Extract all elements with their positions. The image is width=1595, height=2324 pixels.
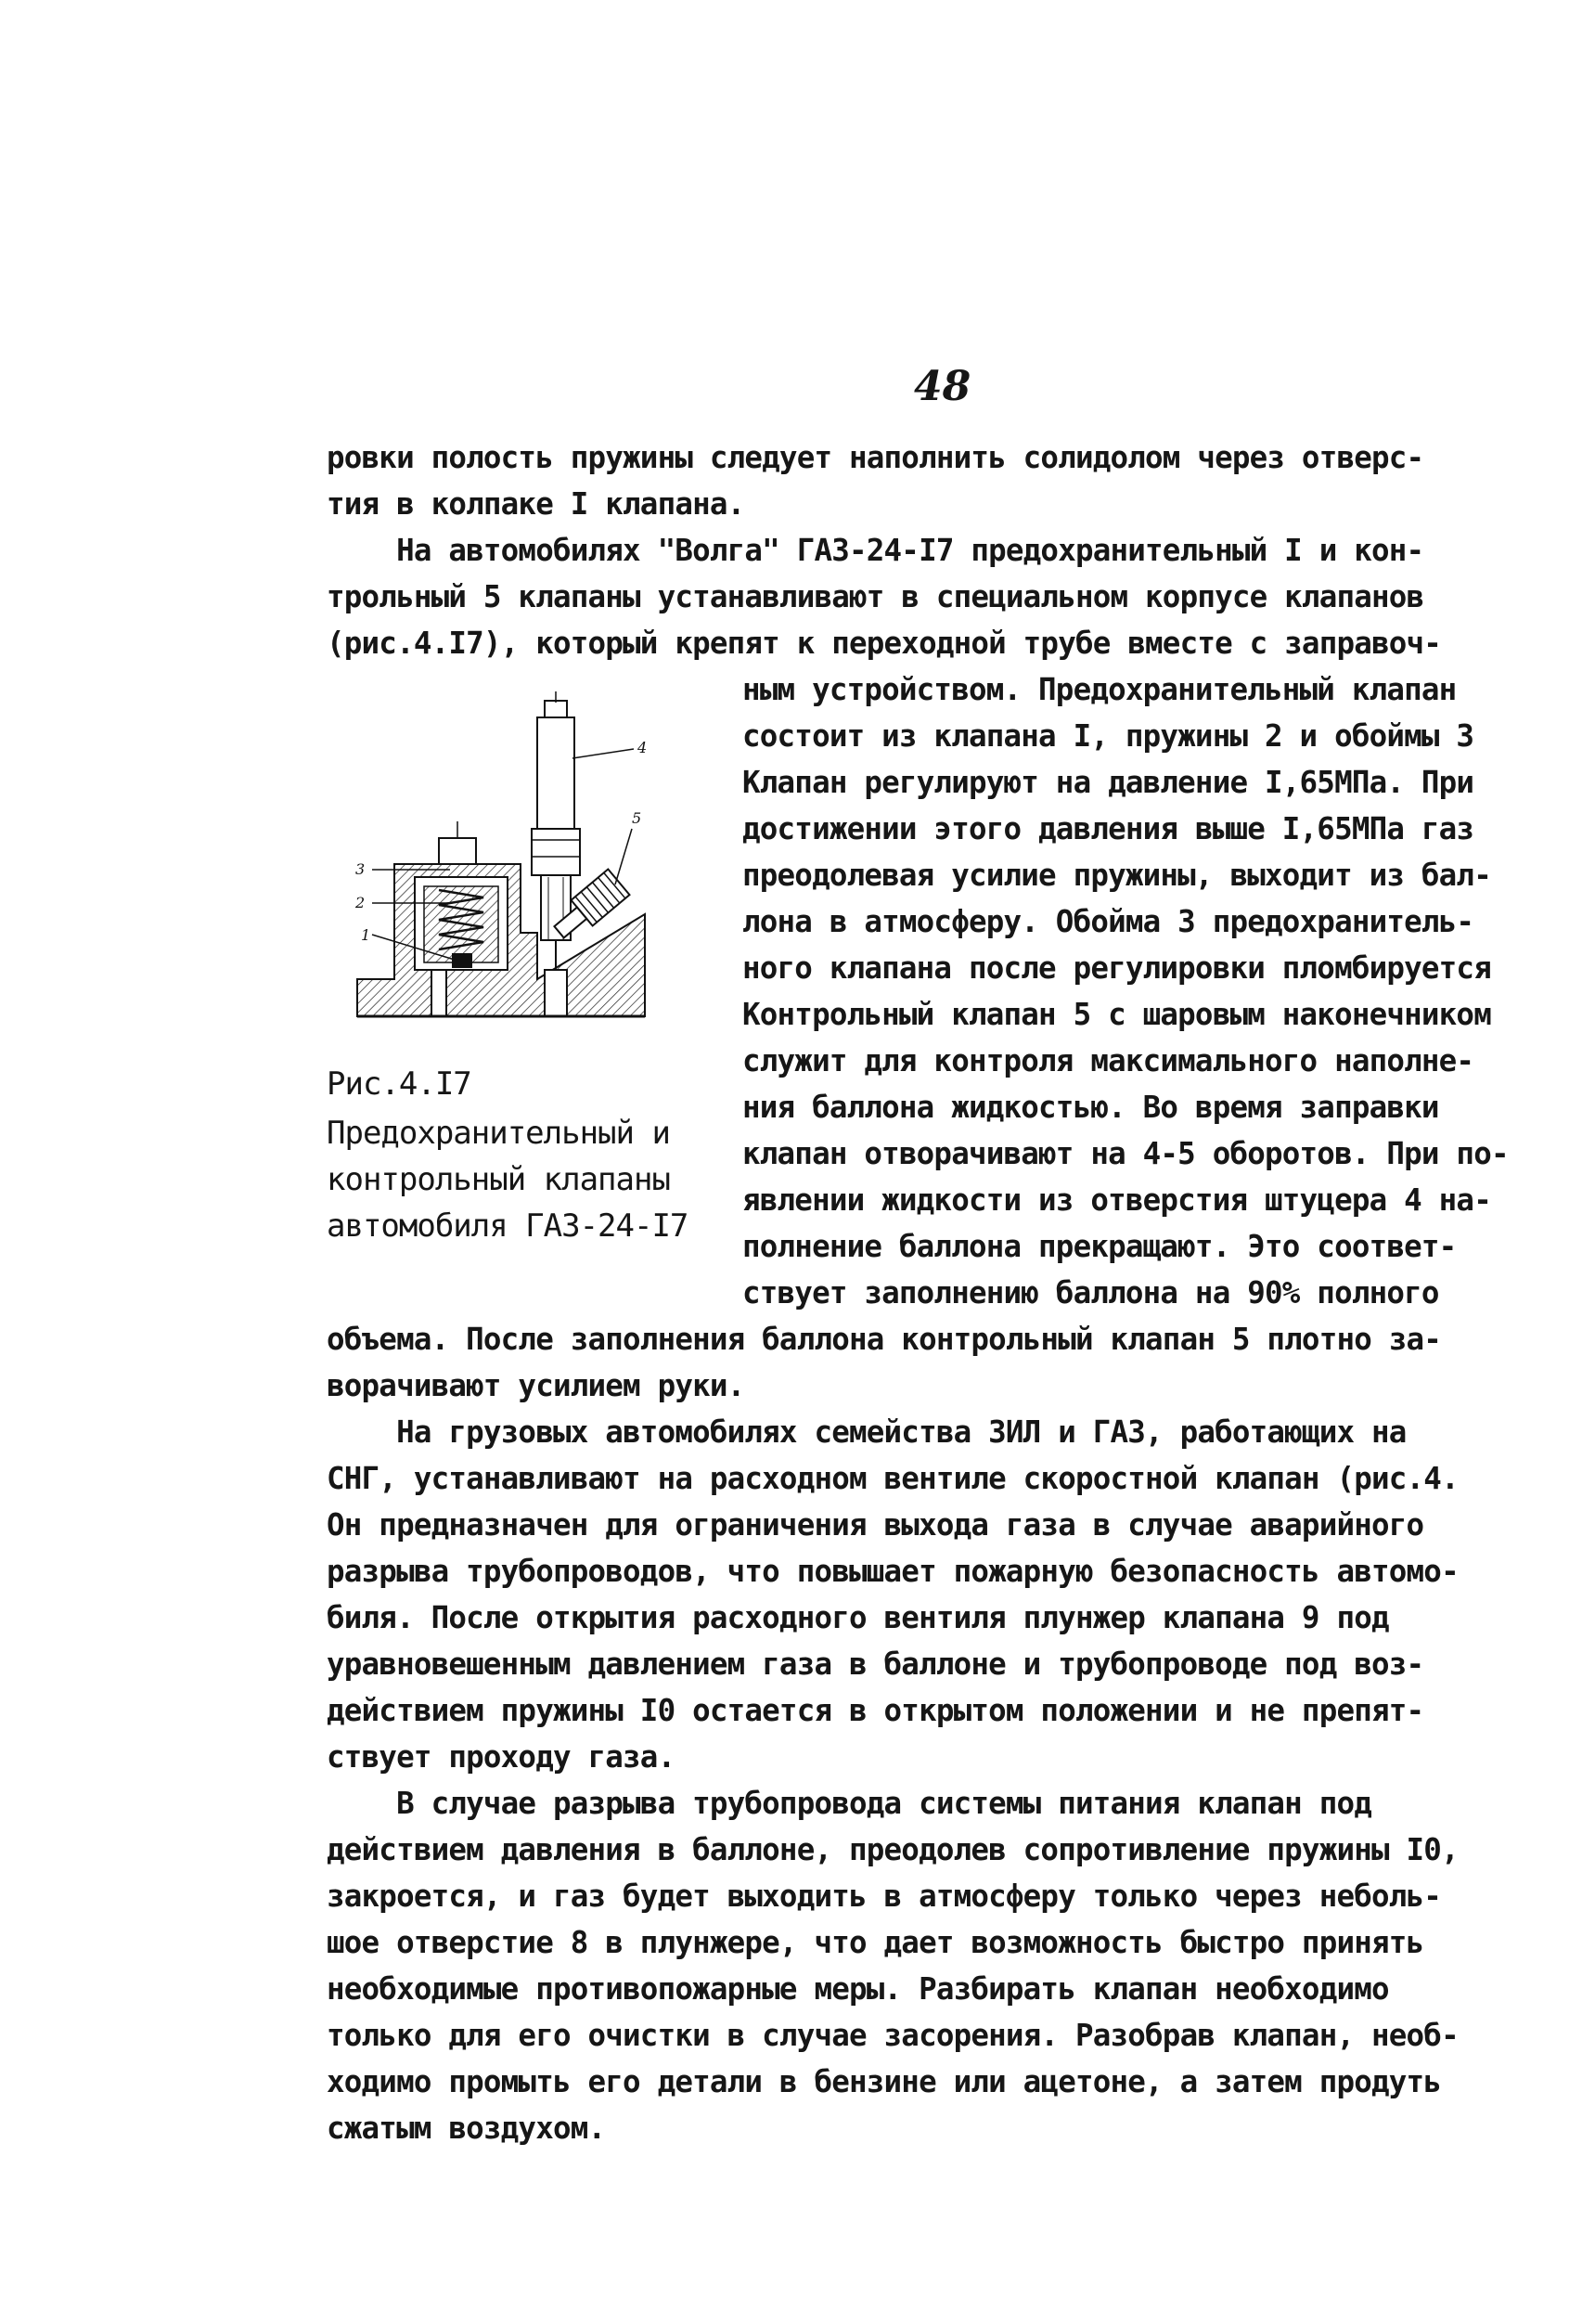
text-line: полнение баллона прекращают. Это соответ- bbox=[742, 1229, 1457, 1264]
text-line: лона в атмосферу. Обойма 3 предохранитель- bbox=[742, 904, 1474, 939]
text-line: необходимые противопожарные меры. Разбирать клапан необходимо bbox=[327, 1971, 1389, 2007]
text-line: Контрольный клапан 5 с шаровым наконечником bbox=[742, 997, 1491, 1032]
text-line: СНГ, устанавливают на расходном вентиле скоростной клапан (рис.4. bbox=[327, 1461, 1459, 1496]
figure-caption-line: автомобиля ГАЗ-24-I7 bbox=[327, 1207, 688, 1245]
text-line: только для его очистки в случае засорения. Разобрав клапан, необ- bbox=[327, 2018, 1459, 2053]
text-line: действием пружины I0 остается в открытом положении и не препят- bbox=[327, 1693, 1424, 1728]
text-line: объема. После заполнения баллона контрольный клапан 5 плотно за- bbox=[327, 1322, 1442, 1357]
figure-caption-line: контрольный клапаны bbox=[327, 1161, 670, 1198]
label-5: 5 bbox=[632, 809, 642, 827]
label-3: 3 bbox=[355, 860, 366, 878]
label-2: 2 bbox=[355, 894, 366, 911]
text-line: Клапан регулируют на давление I,65МПа. При bbox=[742, 765, 1474, 800]
page-number: 48 bbox=[914, 363, 971, 410]
text-line: уравновешенным давлением газа в баллоне и трубопроводе под воз- bbox=[327, 1646, 1424, 1682]
safety-valve-cap bbox=[439, 821, 476, 864]
text-line: преодолевая усилие пружины, выходит из бал- bbox=[742, 858, 1491, 893]
text-line: разрыва трубопроводов, что повышает пожарную безопасность автомо- bbox=[327, 1554, 1459, 1589]
text-line: тия в колпаке I клапана. bbox=[327, 486, 745, 522]
text-line: достижении этого давления выше I,65МПа газ bbox=[742, 811, 1474, 846]
figure-caption-number: Рис.4.I7 bbox=[327, 1065, 471, 1103]
text-line: На грузовых автомобилях семейства ЗИЛ и ГАЗ, работающих на bbox=[327, 1414, 1407, 1450]
text-line: В случае разрыва трубопровода системы питания клапан под bbox=[327, 1786, 1371, 1821]
text-line: ходимо промыть его детали в бензине или ацетоне, а затем продуть bbox=[327, 2064, 1442, 2099]
label-1: 1 bbox=[361, 926, 371, 944]
text-line: ствует заполнению баллона на 90% полного bbox=[742, 1275, 1439, 1310]
text-line: ным устройством. Предохранительный клапан bbox=[742, 672, 1457, 707]
text-line: На автомобилях "Волга" ГАЗ-24-I7 предохранительный I и кон- bbox=[327, 533, 1424, 568]
valve-figure bbox=[339, 691, 691, 1044]
label-4: 4 bbox=[637, 739, 648, 756]
text-line: биля. После открытия расходного вентиля плунжер клапана 9 под bbox=[327, 1600, 1389, 1635]
text-line: сжатым воздухом. bbox=[327, 2111, 606, 2146]
text-line: ровки полость пружины следует наполнить солидолом через отверс- bbox=[327, 440, 1424, 475]
text-line: служит для контроля максимального наполне- bbox=[742, 1043, 1474, 1078]
text-line: (рис.4.I7), который крепят к переходной трубе вместе с заправоч- bbox=[327, 626, 1442, 661]
text-line: шое отверстие 8 в плунжере, что дает возможность быстро принять bbox=[327, 1925, 1424, 1960]
text-line: Он предназначен для ограничения выхода газа в случае аварийного bbox=[327, 1507, 1424, 1543]
text-line: ворачивают усилием руки. bbox=[327, 1368, 745, 1403]
text-line: действием давления в баллоне, преодолев сопротивление пружины I0, bbox=[327, 1832, 1459, 1867]
text-line: клапан отворачивают на 4-5 оборотов. При по- bbox=[742, 1136, 1509, 1171]
control-valve-fitting bbox=[532, 691, 580, 975]
text-line: ния баллона жидкостью. Во время заправки bbox=[742, 1090, 1439, 1125]
text-line: ного клапана после регулировки пломбируется bbox=[742, 950, 1491, 986]
text-line: явлении жидкости из отверстия штуцера 4 на- bbox=[742, 1182, 1491, 1218]
text-line: закроется, и газ будет выходить в атмосферу только через неболь- bbox=[327, 1879, 1442, 1914]
text-line: ствует проходу газа. bbox=[327, 1739, 675, 1775]
text-line: трольный 5 клапаны устанавливают в специальном корпусе клапанов bbox=[327, 579, 1424, 614]
figure-caption-line: Предохранительный и bbox=[327, 1115, 670, 1152]
text-line: состоит из клапана I, пружины 2 и обоймы 3 bbox=[742, 718, 1474, 754]
